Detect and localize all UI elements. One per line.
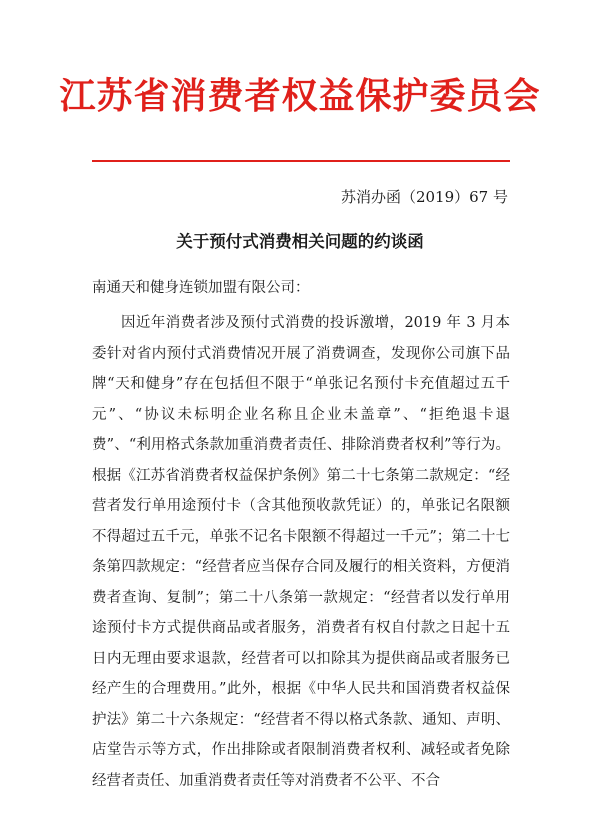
body-paragraph: 因近年消费者涉及预付式消费的投诉激增，2019 年 3 月本委针对省内预付式消费情况开展了消费调查，发现你公司旗下品牌“天和健身”存在包括但不限于“单张记名预付卡充值超过五千元”、“协议未标明企业名称且企业未盖章”、“拒绝退卡退费”、“利用格式条款加重消费者责任、排除消费者权利”等行为。根据《江苏省消费者权益保护条例》第二十七条第二款规定：“经营者发行单用途预付卡（含其他预收款凭证）的，单张记名限额不得超过五千元，单张不记名卡限额不得超过一千元”；第二十七条第四款规定：“经营者应当保存合同及履行的相关资料，方便消费者查询、复制”；第二十八条第一款规定：“经营者以发行单用途预付卡方式提供商品或者服务，消费者有权自付款之日起十五日内无理由要求退款，经营者可以扣除其为提供商品或者服务已经产生的合理费用。”此外，根据《中华人民共和国消费者权益保护法》第二十六条规定：“经营者不得以格式条款、通知、声明、店堂告示等方式，作出排除或者限制消费者权利、减轻或者免除经营者责任、加重消费者责任等对消费者不公平、不合 xyxy=(92,315,510,789)
body-text xyxy=(92,308,510,796)
organization-letterhead-title: 江苏省消费者权益保护委员会 xyxy=(59,75,541,117)
document-number: 苏消办函（2019）67 号 xyxy=(340,188,508,206)
document-title: 关于预付式消费相关问题的约谈函 xyxy=(176,232,424,251)
letterhead-red-rule xyxy=(92,160,510,162)
addressee-line: 南通天和健身连锁加盟有限公司： xyxy=(92,280,310,296)
